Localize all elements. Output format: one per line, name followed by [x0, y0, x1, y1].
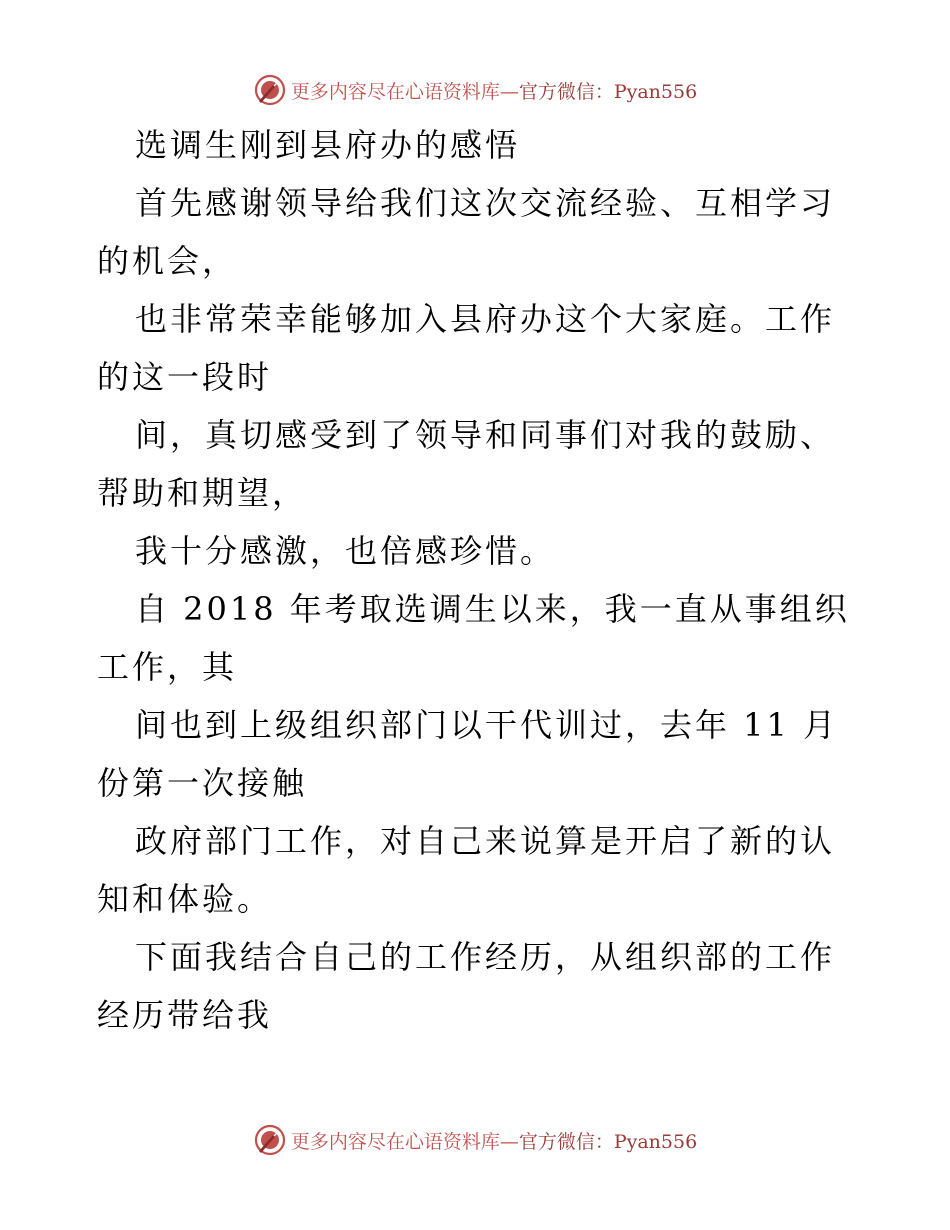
- pen-logo-icon: [253, 1123, 287, 1157]
- paragraph: 自 2018 年考取选调生以来，我一直从事组织工作，其: [97, 590, 850, 686]
- watermark-header: [0, 72, 950, 108]
- paragraph: 间，真切感受到了领导和同事们对我的鼓励、帮助和期望，: [97, 416, 836, 512]
- watermark-dash: —: [499, 80, 519, 103]
- watermark-text: [291, 1127, 697, 1154]
- paragraph: 间也到上级组织部门以干代训过，去年 11 月份第一次接触: [97, 706, 839, 802]
- paragraph: 也非常荣幸能够加入县府办这个大家庭。工作的这一段时: [97, 300, 836, 396]
- pen-logo-icon: [253, 73, 287, 107]
- watermark-suffix: 官方微信：Pyan556: [518, 1130, 698, 1153]
- document-title: 选调生刚到县府办的感悟: [135, 126, 521, 164]
- watermark-prefix: 更多内容尽在心语资料库: [290, 1130, 500, 1153]
- document-body: [97, 116, 857, 1044]
- watermark-prefix: 更多内容尽在心语资料库: [290, 80, 500, 103]
- paragraph: 政府部门工作，对自己来说算是开启了新的认知和体验。: [97, 822, 836, 918]
- paragraph: 下面我结合自己的工作经历，从组织部的工作经历带给我: [97, 938, 836, 1034]
- watermark-text: [291, 77, 697, 104]
- watermark-footer: [0, 1122, 950, 1158]
- watermark-dash: —: [499, 1130, 519, 1153]
- paragraph: 我十分感激，也倍感珍惜。: [135, 532, 556, 570]
- paragraph: 首先感谢领导给我们这次交流经验、互相学习的机会，: [97, 184, 836, 280]
- watermark-suffix: 官方微信：Pyan556: [518, 80, 698, 103]
